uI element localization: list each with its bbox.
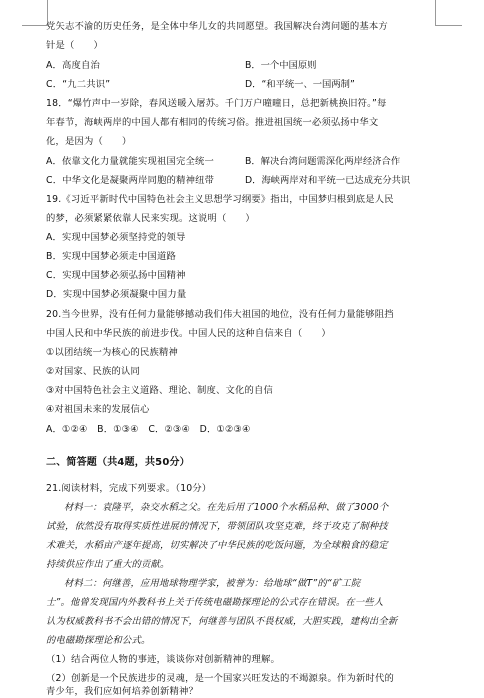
- q20-item-1: ①以团结统一为核心的民族精神: [46, 347, 178, 358]
- q18-option-b: B．解决台湾问题需深化两岸经济合作: [245, 156, 401, 167]
- q17-stem-line-2: 针是（ ）: [46, 40, 103, 51]
- q20-stem-line-1: 20.当今世界，没有任何力量能够撼动我们伟大祖国的地位，没有任何力量能够阻挡: [46, 309, 394, 320]
- q21-requirement-2-line-1: （2）创新是一个民族进步的灵魂，是一个国家兴旺发达的不竭源泉。作为新时代的: [46, 673, 395, 684]
- q21-material2-line-2: 士”。他曾发现国内外教科书上关于传统电磁勘探理论的公式存在错误。在一些人: [46, 597, 384, 608]
- q21-material2-line-3: 认为权威教科书不会出错的情况下，何继善与团队不畏权威，大胆实践，建构出全新: [46, 616, 398, 627]
- q18-option-a: A．依靠文化力量就能实现祖国完全统一: [46, 156, 215, 167]
- q20-options: A．①②④ B．①③④ C．②③④ D．①②③④: [46, 424, 251, 435]
- q19-option-a: A．实现中国梦必须坚持党的领导: [46, 232, 186, 243]
- q19-stem-line-1: 19.《习近平新时代中国特色社会主义思想学习纲要》指出，中国梦归根到底是人民: [46, 194, 394, 205]
- crop-mark-left-horizontal: [22, 25, 47, 26]
- q21-requirement-1: （1）结合两位人物的事迹，谈谈你对创新精神的理解。: [46, 654, 281, 665]
- q21-material2-line-1: 材料二：何继善，应用地球物理学家，被誉为：给地球“做T”的“矿工院: [64, 578, 361, 589]
- q17-stem-line-1: 党矢志不渝的历史任务，是全体中华儿女的共同愿望。我国解决台湾问题的基本方: [46, 21, 388, 32]
- q21-material1-line-4: 持续供应作出了重大的贡献。: [46, 559, 170, 570]
- q17-option-a: A．高度自治: [46, 60, 101, 71]
- section-heading-short-answer: 二、简答题（共4题，共50分）: [46, 457, 190, 468]
- q20-stem-line-2: 中国人民和中华民族的前进步伐。中国人民的这种自信来自（ ）: [46, 328, 331, 339]
- crop-mark-right-vertical: [435, 0, 436, 26]
- q19-option-d: D．实现中国梦必须凝聚中国力量: [46, 289, 187, 300]
- q17-option-b: B．一个中国原则: [245, 60, 317, 71]
- q17-option-c: C．“九二共识”: [46, 79, 111, 90]
- q19-option-c: C．实现中国梦必须弘扬中国精神: [46, 270, 186, 281]
- q18-option-d: D．海峡两岸对和平统一已达成充分共识: [245, 175, 411, 186]
- q20-item-4: ④对祖国未来的发展信心: [46, 404, 150, 415]
- q18-stem-line-2: 年春节，海峡两岸的中国人都有相同的传统习俗。推进祖国统一必须弘扬中华文: [46, 117, 379, 128]
- q17-option-d: D．“和平统一、一国两制”: [245, 79, 355, 90]
- q19-stem-line-2: 的梦，必须紧紧依靠人民来实现。这说明（ ）: [46, 213, 255, 224]
- q21-material1-line-1: 材料一：袁隆平，杂交水稻之父。在先后用了1000个水稻品种、做了3000个: [64, 502, 389, 513]
- q19-option-b: B．实现中国梦必须走中国道路: [46, 251, 177, 262]
- q18-stem-line-3: 化，是因为（ ）: [46, 136, 132, 147]
- q18-stem-line-1: 18．“爆竹声中一岁除，春风送暖入屠苏。千门万户曈曈日，总把新桃换旧符。”每: [46, 98, 387, 109]
- q21-requirement-2-line-2: 青少年，我们应如何培养创新精神？: [46, 686, 198, 697]
- q21-material1-line-2: 试验，依然没有取得实质性进展的情况下，带领团队攻坚克难，终于攻克了制种技: [46, 521, 388, 532]
- q20-item-2: ②对国家、民族的认同: [46, 366, 141, 377]
- q21-material1-line-3: 术难关，水稻亩产逐年提高，切实解决了中华民族的吃饭问题，为全球粮食的稳定: [46, 540, 388, 551]
- crop-mark-right-horizontal: [436, 25, 462, 26]
- q18-option-c: C．中华文化是凝聚两岸同胞的精神纽带: [46, 175, 215, 186]
- q21-material2-line-4: 的电磁勘探理论和公式。: [46, 635, 151, 646]
- q20-item-3: ③对中国特色社会主义道路、理论、制度、文化的自信: [46, 385, 273, 396]
- q21-stem: 21.阅读材料，完成下列要求。（10分）: [46, 483, 212, 494]
